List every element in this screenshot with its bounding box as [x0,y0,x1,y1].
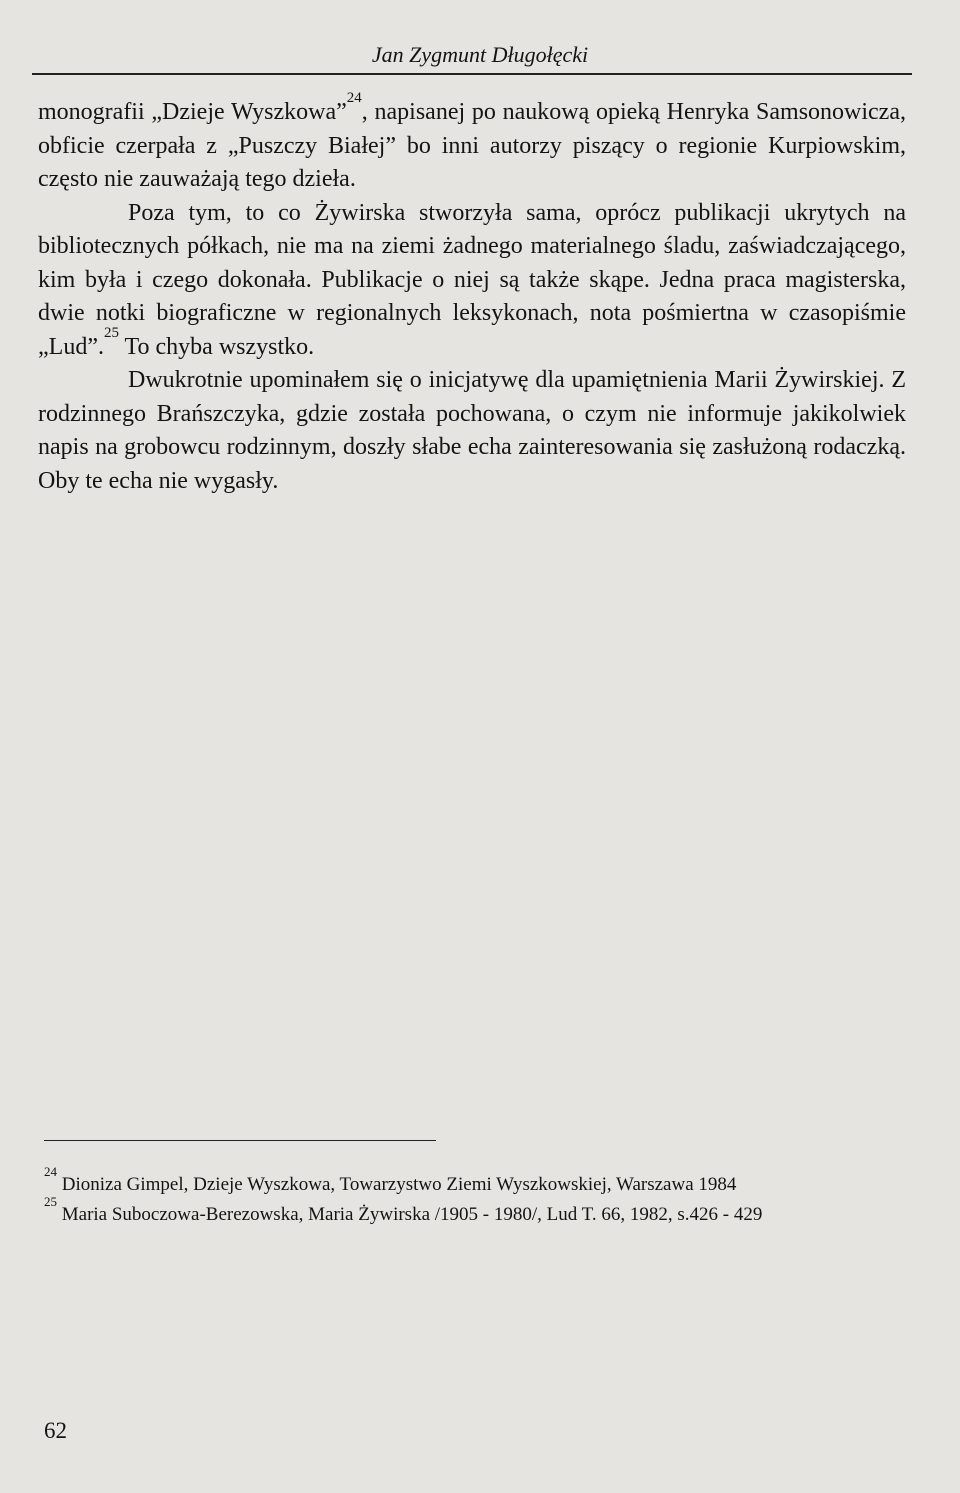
running-header: Jan Zygmunt Długołęcki [371,42,589,67]
footnote-text: Maria Suboczowa-Berezowska, Maria Żywirska /1905 - 1980/, Lud T. 66, 1982, s.426 - 429 [57,1204,763,1225]
footnote-separator [44,1140,436,1141]
footnotes [44,1164,914,1232]
footnote-number: 25 [44,1194,57,1209]
footnote-number: 24 [44,1164,57,1179]
footnote-reference: 24 [346,90,362,106]
page-number: 62 [44,1418,67,1443]
header-rule [32,73,912,75]
footnote [44,1194,914,1228]
paragraph-text: To chyba wszystko. [118,333,315,360]
footnote-reference: 25 [103,324,119,341]
footnote-text: Dioniza Gimpel, Dzieje Wyszkowa, Towarzystwo Ziemi Wyszkowskiej, Warszawa 1984 [57,1174,737,1195]
paragraph [38,90,906,197]
footnote [44,1164,914,1198]
paragraph-text: Poza tym, to co Żywirska stworzyła sama, oprócz publikacji ukrytych na bibliotecznych półkach, nie ma na ziemi żadnego materialnego śladu, zaświadczającego, kim była i czego dokonała. Publikacje o niej są także skąpe. Jedna praca magisterska, dwie notki biograficzne w regionalnych leksykonach, nota pośmiertna w czasopiśmie „Lud”. [38,199,906,360]
paragraph-text: , napisanej po naukową opieką Henryka Samsonowicza, obficie czerpała z „Puszczy Białej” bo inni autorzy piszący o regionie Kurpiowskim, często nie zauważają tego dzieła. [38,99,906,192]
paragraph-text: monografii „Dzieje Wyszkowa” [38,99,347,125]
paragraph [38,364,906,498]
paragraph-text: Dwukrotnie upominałem się o inicjatywę dla upamiętnienia Marii Żywirskiej. Z rodzinnego Brańszczyka, gdzie została pochowana, o czym nie informuje jakikolwiek napis na grobowcu rodzinnym, doszły słabe echa zainteresowania się zasłużoną rodaczką. Oby te echa nie wygasły. [38,367,906,494]
body-text [38,90,906,498]
paragraph [38,197,906,365]
